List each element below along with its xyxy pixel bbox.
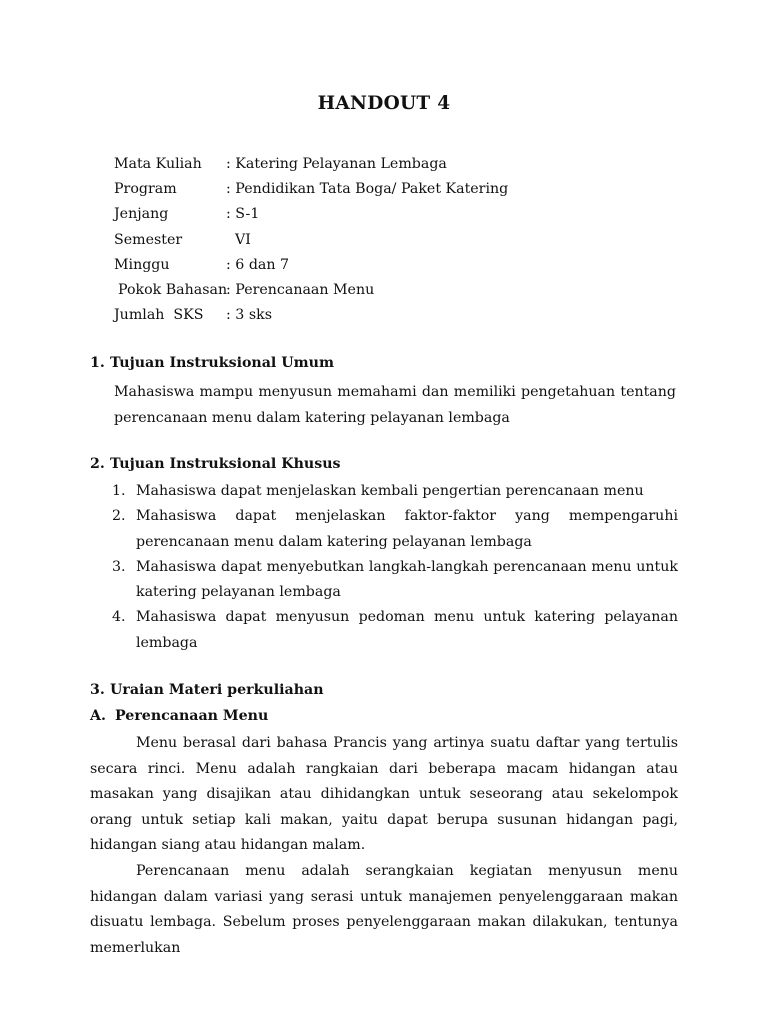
course-info-value: : Katering Pelayanan Lembaga (226, 156, 447, 172)
section-number: 1. (90, 355, 105, 371)
course-info-label: Program (114, 181, 177, 198)
course-info-table (114, 152, 614, 328)
course-info-label: Semester (114, 231, 183, 248)
course-info-value: : 3 sks (226, 307, 272, 324)
section-number: 3. (90, 682, 105, 698)
course-info-row (114, 152, 614, 177)
course-info-row (114, 177, 614, 202)
document-title: HANDOUT 4 (317, 93, 451, 114)
course-info-label: Jenjang (114, 206, 169, 223)
list-item-text: Mahasiswa dapat menjelaskan kembali pengertian perencanaan menu (136, 483, 644, 499)
list-marker: 4. (112, 609, 126, 626)
subsection-heading (90, 708, 268, 724)
course-info-row (114, 303, 614, 328)
section-title: Uraian Materi perkuliahan (110, 682, 324, 698)
section-paragraph: Mahasiswa mampu menyusun memahami dan memiliki pengetahuan tentang perencanaan menu dalam katering pelayanan lembaga (114, 384, 676, 426)
list-marker: 2. (112, 508, 126, 525)
section-number: 2. (90, 456, 105, 472)
course-info-row (114, 228, 614, 253)
list-item-text: Mahasiswa dapat menyusun pedoman menu untuk katering pelayanan lembaga (136, 609, 678, 651)
course-info-label: Minggu (114, 256, 170, 273)
section-title: Tujuan Instruksional Umum (110, 355, 334, 371)
body-text (90, 731, 678, 961)
list-item (112, 479, 678, 504)
course-info-row (114, 202, 614, 227)
course-info-value: : S-1 (226, 206, 260, 223)
course-info-value: VI (226, 231, 251, 248)
course-info-label: Mata Kuliah (114, 156, 202, 172)
course-info-label: Jumlah SKS (114, 307, 204, 324)
section-heading-tujuan-khusus (90, 456, 341, 472)
course-info-value: : Perencanaan Menu (226, 281, 375, 298)
course-info-row (114, 278, 614, 303)
subsection-number: A. (90, 708, 106, 724)
course-info-label: Pokok Bahasan (118, 281, 228, 298)
course-info-row (114, 253, 614, 278)
list-item (112, 504, 678, 555)
section-title: Tujuan Instruksional Khusus (110, 456, 341, 472)
list-item (112, 605, 678, 656)
body-paragraph: Menu berasal dari bahasa Prancis yang artinya suatu daftar yang tertulis secara rinci. Menu adalah rangkaian dari beberapa macam hidangan atau masakan yang disajikan atau dihidangkan untuk seseorang atau sekelompok orang untuk setiap kali makan, yaitu dapat berupa susunan hidangan pagi, hidangan siang atau hidangan malam. (90, 735, 678, 854)
course-info-value: : Pendidikan Tata Boga/ Paket Katering (226, 181, 509, 198)
list-item (112, 555, 678, 606)
subsection-title: Perencanaan Menu (115, 708, 269, 724)
objectives-list (112, 479, 678, 656)
list-item-text: Mahasiswa dapat menyebutkan langkah-langkah perencanaan menu untuk katering pelayanan lembaga (136, 558, 678, 601)
body-paragraph: Perencanaan menu adalah serangkaian kegiatan menyusun menu hidangan dalam variasi yang serasi untuk manajemen penyelenggaraan makan disuatu lembaga. Sebelum proses penyelenggaraan makan dilakukan, tentunya memerlukan (90, 862, 678, 956)
list-marker: 1. (112, 483, 126, 499)
list-marker: 3. (112, 558, 126, 575)
section-heading-tujuan-umum (90, 355, 334, 371)
course-info-value: : 6 dan 7 (226, 256, 290, 273)
section-heading-uraian-materi (90, 682, 324, 698)
list-item-text: Mahasiswa dapat menjelaskan faktor-faktor yang mempengaruhi perencanaan menu dalam katering pelayanan lembaga (136, 508, 678, 550)
